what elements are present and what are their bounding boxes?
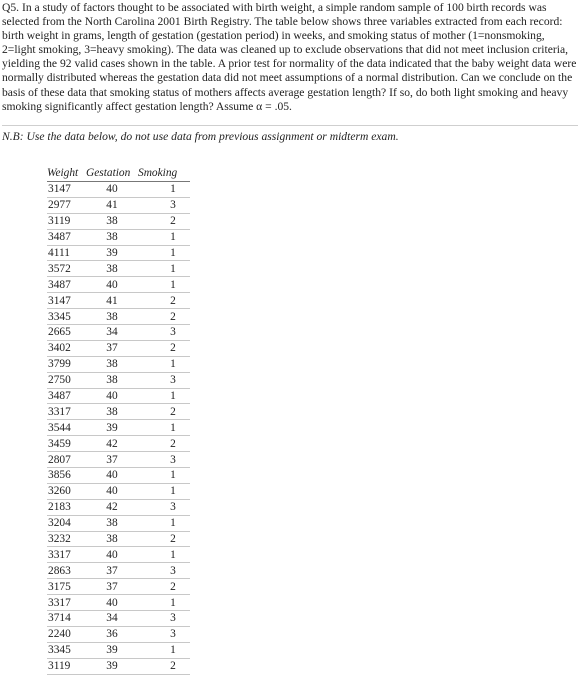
question-body: In a study of factors thought to be associated with birth weight, a simple random sample of 100 birth records was selected from the North Carolina 2001 Birth Registry. The table below shows three variables extracted from each record: birth weight in grams, length of gestation (gestation period) in weeks, and smoking status of mother (1=nonsmoking, 2=light smoking, 3=heavy smoking). The data was cleaned up to exclude observations that did not meet inclusion criteria, yielding the 92 valid cases shown in the table. A prior test for normality of the data indicated that the baby weight data were normally distributed whereas the gestation data did not meet assumptions of a normal distribution. Can we conclude on the basis of these data that smoking status of mothers affects average gestation length? If so, do both light smoking and heavy smoking significantly affect gestation length? Assume α = .05.: [2, 1, 577, 113]
cell-gestation: 38: [86, 309, 138, 325]
table-row: [47, 547, 190, 563]
cell-smoking: 3: [138, 611, 190, 627]
cell-smoking: 3: [138, 499, 190, 515]
cell-weight: 3119: [47, 213, 86, 229]
table-row: [47, 277, 190, 293]
header-weight: Weight: [47, 166, 86, 182]
cell-smoking: 2: [138, 531, 190, 547]
cell-weight: 2807: [47, 452, 86, 468]
cell-weight: 3402: [47, 340, 86, 356]
cell-weight: 3487: [47, 277, 86, 293]
table-row: [47, 468, 190, 484]
cell-gestation: 40: [86, 547, 138, 563]
header-gestation: Gestation: [86, 166, 138, 182]
table-row: [47, 483, 190, 499]
cell-gestation: 39: [86, 420, 138, 436]
table-row: [47, 515, 190, 531]
table-row: [47, 340, 190, 356]
cell-smoking: 1: [138, 356, 190, 372]
cell-gestation: 40: [86, 388, 138, 404]
cell-gestation: 37: [86, 563, 138, 579]
table-row: [47, 404, 190, 420]
cell-gestation: 38: [86, 213, 138, 229]
cell-smoking: 1: [138, 483, 190, 499]
cell-smoking: 2: [138, 579, 190, 595]
cell-gestation: 40: [86, 468, 138, 484]
cell-smoking: 1: [138, 182, 190, 198]
cell-gestation: 39: [86, 658, 138, 674]
cell-smoking: 1: [138, 245, 190, 261]
cell-smoking: 3: [138, 563, 190, 579]
cell-gestation: 38: [86, 229, 138, 245]
cell-smoking: 2: [138, 309, 190, 325]
question-text: [2, 1, 580, 114]
cell-gestation: 41: [86, 293, 138, 309]
cell-smoking: 2: [138, 658, 190, 674]
cell-smoking: 2: [138, 213, 190, 229]
cell-weight: 3147: [47, 293, 86, 309]
cell-gestation: 38: [86, 372, 138, 388]
cell-gestation: 40: [86, 182, 138, 198]
table-row: [47, 436, 190, 452]
cell-smoking: 1: [138, 420, 190, 436]
table-row: [47, 261, 190, 277]
table-row: [47, 642, 190, 658]
cell-smoking: 3: [138, 325, 190, 341]
table-row: [47, 325, 190, 341]
cell-smoking: 1: [138, 595, 190, 611]
cell-weight: 3544: [47, 420, 86, 436]
cell-smoking: 1: [138, 388, 190, 404]
cell-gestation: 37: [86, 452, 138, 468]
cell-weight: 3317: [47, 595, 86, 611]
cell-gestation: 37: [86, 579, 138, 595]
cell-weight: 4111: [47, 245, 86, 261]
cell-weight: 3119: [47, 658, 86, 674]
table-row: [47, 579, 190, 595]
table-row: [47, 309, 190, 325]
cell-gestation: 38: [86, 531, 138, 547]
cell-gestation: 38: [86, 356, 138, 372]
table-row: [47, 213, 190, 229]
table-row: [47, 182, 190, 198]
cell-smoking: 1: [138, 547, 190, 563]
cell-weight: 2977: [47, 197, 86, 213]
cell-smoking: 2: [138, 293, 190, 309]
cell-smoking: 2: [138, 436, 190, 452]
table-row: [47, 245, 190, 261]
cell-weight: 3856: [47, 468, 86, 484]
cell-weight: 3260: [47, 483, 86, 499]
table-header-row: [47, 166, 190, 182]
cell-smoking: 3: [138, 452, 190, 468]
cell-gestation: 40: [86, 483, 138, 499]
cell-smoking: 1: [138, 515, 190, 531]
cell-gestation: 42: [86, 499, 138, 515]
cell-weight: 3459: [47, 436, 86, 452]
cell-weight: 3204: [47, 515, 86, 531]
question-label: Q5.: [2, 1, 20, 14]
table-row: [47, 197, 190, 213]
cell-weight: 3345: [47, 309, 86, 325]
cell-gestation: 42: [86, 436, 138, 452]
cell-smoking: 1: [138, 261, 190, 277]
table-row: [47, 531, 190, 547]
cell-gestation: 34: [86, 611, 138, 627]
cell-smoking: 2: [138, 404, 190, 420]
table-row: [47, 499, 190, 515]
table-row: [47, 356, 190, 372]
table-body: [47, 182, 190, 675]
cell-weight: 2183: [47, 499, 86, 515]
cell-smoking: 3: [138, 197, 190, 213]
cell-smoking: 1: [138, 468, 190, 484]
cell-smoking: 1: [138, 229, 190, 245]
cell-gestation: 40: [86, 277, 138, 293]
table-row: [47, 611, 190, 627]
cell-weight: 3345: [47, 642, 86, 658]
instruction-note: N.B: Use the data below, do not use data from previous assignment or midterm exam.: [2, 130, 399, 143]
cell-weight: 3147: [47, 182, 86, 198]
cell-gestation: 39: [86, 245, 138, 261]
data-table: [47, 166, 190, 675]
cell-weight: 2665: [47, 325, 86, 341]
cell-weight: 3487: [47, 229, 86, 245]
cell-weight: 2863: [47, 563, 86, 579]
divider: [2, 125, 578, 126]
cell-smoking: 1: [138, 277, 190, 293]
table-row: [47, 229, 190, 245]
cell-weight: 3175: [47, 579, 86, 595]
table-row: [47, 420, 190, 436]
table-row: [47, 293, 190, 309]
table-row: [47, 626, 190, 642]
table-row: [47, 452, 190, 468]
cell-gestation: 38: [86, 404, 138, 420]
table-row: [47, 595, 190, 611]
cell-gestation: 34: [86, 325, 138, 341]
table-row: [47, 563, 190, 579]
table-row: [47, 388, 190, 404]
cell-weight: 3799: [47, 356, 86, 372]
header-smoking: Smoking: [138, 166, 190, 182]
cell-weight: 3317: [47, 547, 86, 563]
cell-gestation: 41: [86, 197, 138, 213]
cell-weight: 3317: [47, 404, 86, 420]
cell-weight: 3714: [47, 611, 86, 627]
cell-gestation: 37: [86, 340, 138, 356]
cell-weight: 3572: [47, 261, 86, 277]
cell-gestation: 39: [86, 642, 138, 658]
cell-gestation: 38: [86, 261, 138, 277]
cell-gestation: 40: [86, 595, 138, 611]
cell-weight: 2240: [47, 626, 86, 642]
cell-weight: 2750: [47, 372, 86, 388]
cell-gestation: 38: [86, 515, 138, 531]
cell-weight: 3232: [47, 531, 86, 547]
cell-smoking: 3: [138, 372, 190, 388]
cell-smoking: 1: [138, 642, 190, 658]
cell-gestation: 36: [86, 626, 138, 642]
cell-smoking: 3: [138, 626, 190, 642]
cell-weight: 3487: [47, 388, 86, 404]
table-row: [47, 372, 190, 388]
question-paragraph: [2, 1, 580, 114]
cell-smoking: 2: [138, 340, 190, 356]
table-row: [47, 658, 190, 674]
